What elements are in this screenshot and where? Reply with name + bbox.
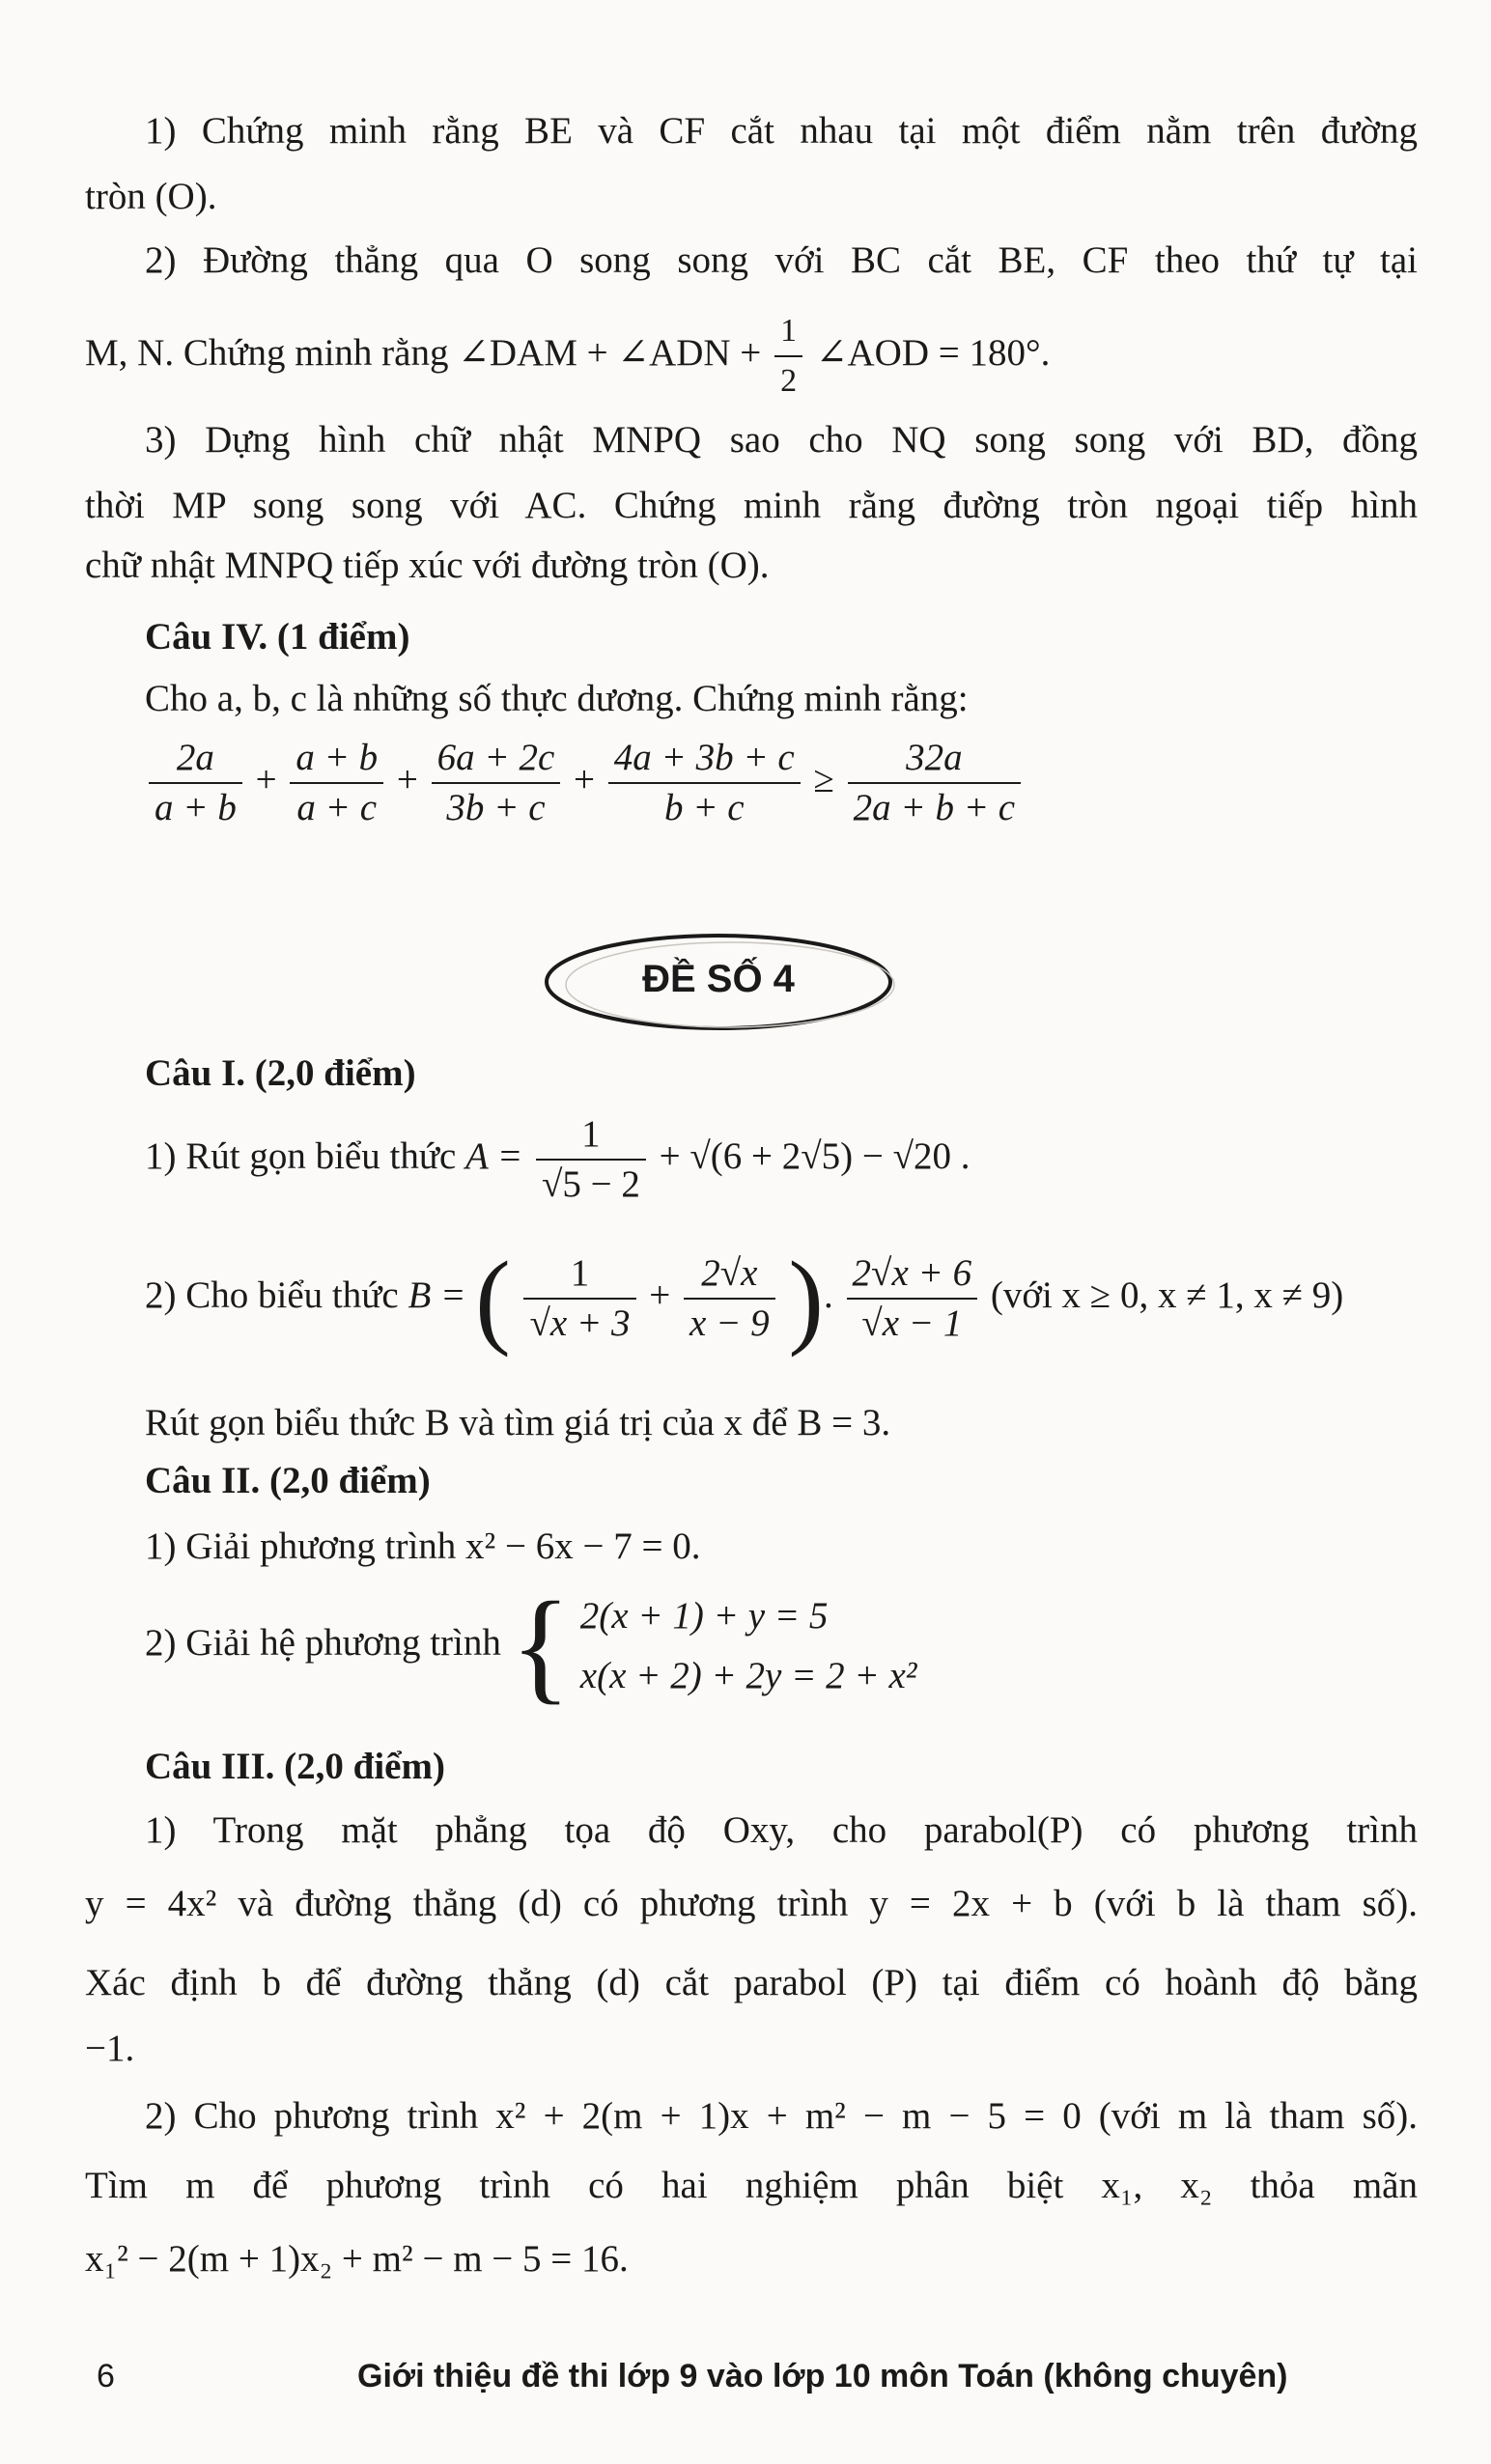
expr-b-frac-3-num: 2√x + 6: [847, 1249, 978, 1300]
expr-a-frac-num: 1: [536, 1110, 646, 1161]
exam-number-badge: [541, 929, 896, 1035]
ineq-rhs-num: 32a: [848, 734, 1021, 784]
exam-number: ĐỀ SỐ 4: [642, 958, 795, 1000]
question-iv-title: Câu IV. (1 điểm): [145, 616, 410, 658]
expr-b-frac-2-den: x − 9: [689, 1302, 770, 1344]
expr-a-lhs: A =: [465, 1134, 523, 1177]
problem-3-1-line-2: tròn (O).: [85, 176, 217, 217]
question-i-title: Câu I. (2,0 điểm): [145, 1052, 416, 1094]
question-ii-title: Câu II. (2,0 điểm): [145, 1460, 431, 1501]
problem-3-1-line-1: 1) Chứng minh rằng BE và CF cắt nhau tại một điểm nằm trên đường: [145, 110, 1418, 152]
ineq-frac-2-den: a + c: [296, 787, 378, 828]
question-i-1-label: 1) Rút gọn biểu thức: [145, 1134, 457, 1177]
problem-3-2-line-2: [85, 307, 1050, 406]
problem-3-2-line-1: 2) Đường thẳng qua O song song với BC cắt BE, CF theo thứ tự tại: [145, 239, 1418, 281]
question-i-2-task: Rút gọn biểu thức B và tìm giá trị của x để B = 3.: [145, 1402, 891, 1443]
system-equation-1: 2(x + 1) + y = 5: [579, 1595, 829, 1637]
question-iii-1-line-4: −1.: [85, 2028, 135, 2069]
question-iii-2-line-2: Tìm m để phương trình có hai nghiệm phân biệt x₁, x₂ thỏa mãn: [85, 2165, 1418, 2206]
problem-3-3-line-2: thời MP song song với AC. Chứng minh rằng đường tròn ngoại tiếp hình: [85, 485, 1418, 526]
expr-b-lhs: B =: [408, 1274, 466, 1316]
question-ii-1: 1) Giải phương trình x² − 6x − 7 = 0.: [145, 1526, 701, 1567]
question-iii-2-line-1: 2) Cho phương trình x² + 2(m + 1)x + m² − m − 5 = 0 (với m là tham số).: [145, 2095, 1418, 2137]
question-iii-2-line-3: x₁² − 2(m + 1)x₂ + m² − m − 5 = 16.: [85, 2238, 629, 2280]
expr-a-rest: + √(6 + 2√5) − √20 .: [659, 1134, 971, 1177]
problem-3-2-text: M, N. Chứng minh rằng ∠DAM + ∠ADN +: [85, 331, 762, 374]
question-iii-title: Câu III. (2,0 điểm): [145, 1746, 445, 1787]
ineq-frac-4-den: b + c: [663, 787, 745, 828]
page-number: 6: [97, 2358, 115, 2394]
half-numerator: 1: [774, 307, 802, 357]
expr-b-condition: (với x ≥ 0, x ≠ 1, x ≠ 9): [990, 1274, 1344, 1316]
ineq-rhs-den: 2a + b + c: [853, 787, 1016, 828]
ineq-frac-1-num: 2a: [149, 734, 242, 784]
system-equation-2: x(x + 2) + 2y = 2 + x²: [579, 1655, 917, 1696]
expr-b-frac-1-num: 1: [523, 1249, 635, 1300]
question-ii-2: 2) Giải hệ phương trình { 2(x + 1) + y = 5 x(x + 2) + 2y = 2 + x²: [145, 1577, 917, 1716]
half-fraction: [774, 307, 802, 406]
expr-a-frac-den: √5 − 2: [541, 1163, 640, 1205]
expr-b-frac-3-den: √x − 1: [861, 1302, 963, 1344]
ineq-frac-3-den: 3b + c: [446, 787, 546, 828]
question-ii-2-label: 2) Giải hệ phương trình: [145, 1621, 501, 1664]
question-i-2: 2) Cho biểu thức B = ( $\frac{1}{√x + 3}$ + $\frac{2√x}{x - 9}$ ). $\frac{2√x + 6}{√x - 1}$ (với x ≥ 0, x ≠ 1, x ≠ 9): [145, 1240, 1344, 1358]
half-denominator: 2: [780, 363, 798, 399]
ineq-frac-3-num: 6a + 2c: [432, 734, 561, 784]
expr-b-frac-1-den: √x + 3: [529, 1302, 631, 1344]
equation-system: [580, 1586, 917, 1706]
question-i-2-label: 2) Cho biểu thức: [145, 1274, 399, 1316]
problem-3-2-angle: ∠AOD = 180°.: [815, 331, 1051, 374]
inequality: $\frac{2a}{a + b}$ + $\frac{a + b}{a + c}$ + $\frac{6a + 2c}{3b + c}$ + $\frac{4a + 3b + c}{b + c}$ ≥ $\frac{32a}{2a + b + c}$: [145, 734, 1025, 832]
ineq-frac-1-den: a + b: [155, 787, 237, 828]
question-i-1: [145, 1110, 971, 1209]
problem-3-3-line-3: chữ nhật MNPQ tiếp xúc với đường tròn (O).: [85, 545, 770, 586]
problem-3-3-line-1: 3) Dựng hình chữ nhật MNPQ sao cho NQ song song với BD, đồng: [145, 419, 1418, 461]
ineq-frac-4-num: 4a + 3b + c: [608, 734, 801, 784]
book-title-footer: Giới thiệu đề thi lớp 9 vào lớp 10 môn Toán (không chuyên): [357, 2358, 1288, 2394]
question-iii-1-line-2: y = 4x² và đường thẳng (d) có phương trình y = 2x + b (với b là tham số).: [85, 1883, 1418, 1924]
question-iii-1-line-3: Xác định b để đường thẳng (d) cắt parabol (P) tại điểm có hoành độ bằng: [85, 1962, 1418, 2003]
question-iv-text: Cho a, b, c là những số thực dương. Chứng minh rằng:: [145, 678, 969, 719]
expr-b-frac-2-num: 2√x: [684, 1249, 775, 1300]
question-iii-1-line-1: 1) Trong mặt phẳng tọa độ Oxy, cho parabol(P) có phương trình: [145, 1809, 1418, 1851]
ineq-frac-2-num: a + b: [290, 734, 383, 784]
